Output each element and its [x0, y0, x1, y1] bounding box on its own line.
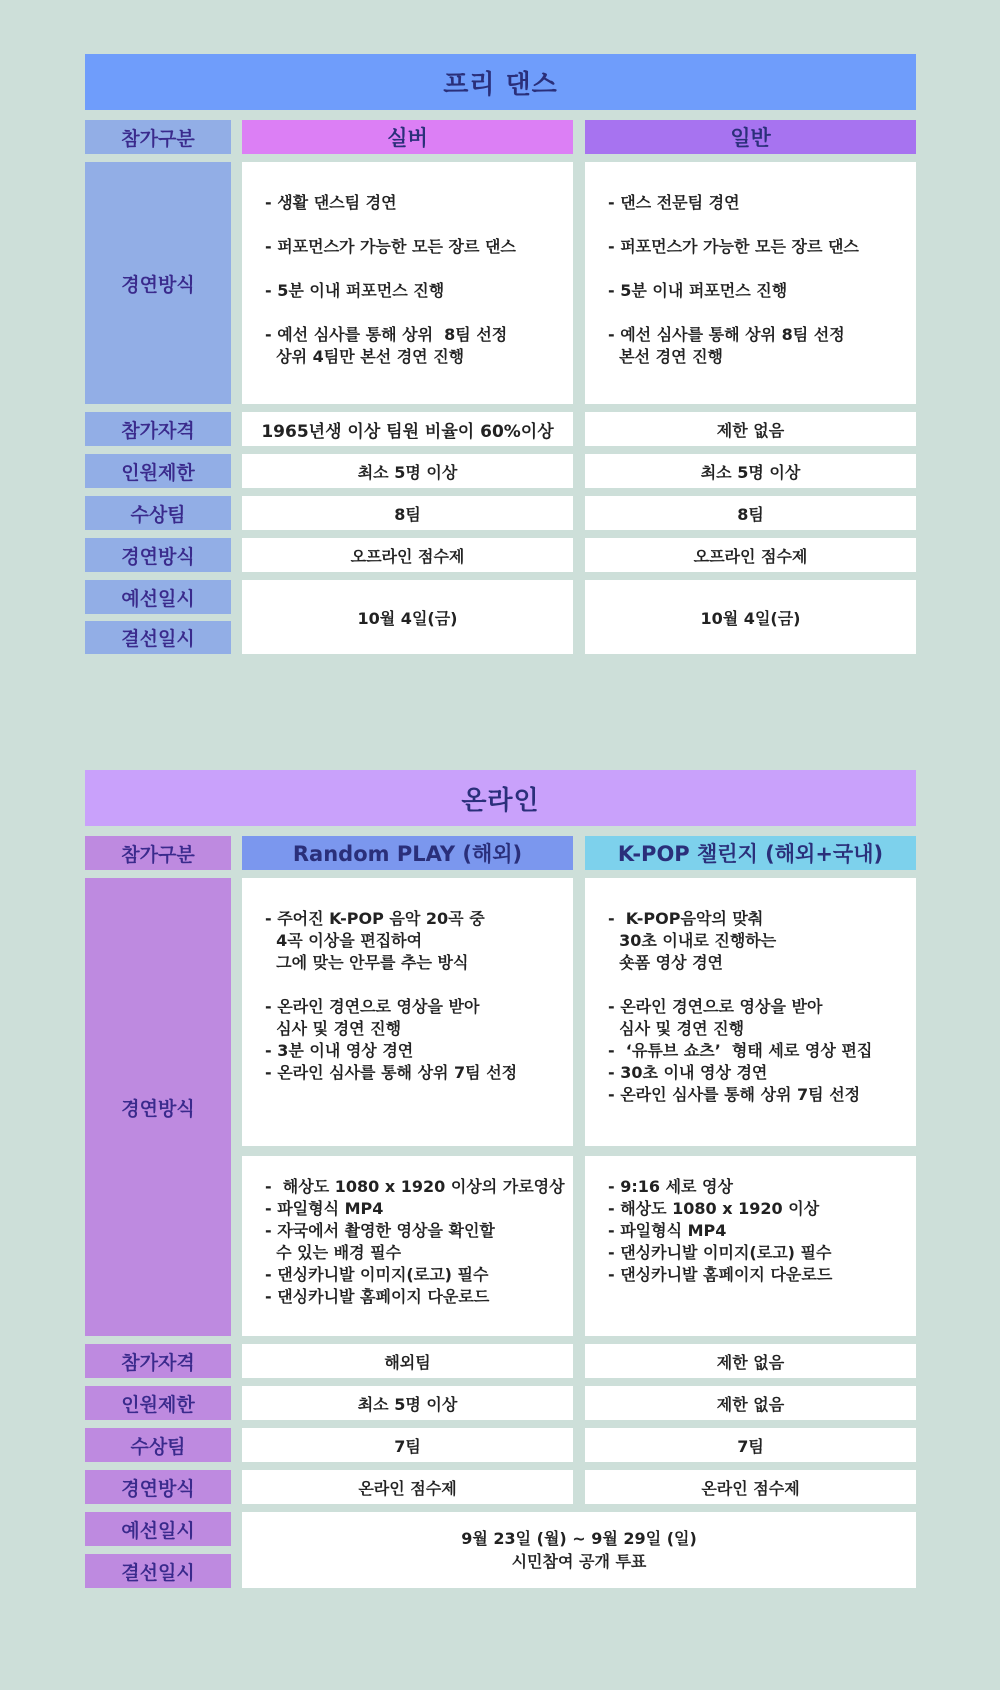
online-date-range: 9월 23일 (월) ~ 9월 29일 (일): [461, 1529, 697, 1548]
kpop-headcount: 제한 없음: [585, 1386, 916, 1420]
list-item: - 온라인 심사를 통해 상위 7팀 선정: [608, 1085, 861, 1104]
list-item: - K-POP음악의 맞춰: [608, 909, 764, 928]
header-kpop-challenge: K-POP 챌린지 (해외+국내): [585, 836, 916, 870]
list-spacer: [608, 258, 916, 280]
list-item: - 온라인 경연으로 영상을 받아: [265, 997, 480, 1016]
list-spacer: [608, 302, 916, 324]
list-item: - 30초 이내 영상 경연: [608, 1063, 768, 1082]
list-item: - ‘유튜브 쇼츠’ 형태 세로 영상 편집: [608, 1041, 873, 1060]
list-spacer: [265, 258, 573, 280]
list-item: 수 있는 배경 필수: [265, 1243, 402, 1262]
list-item: - 댄싱카니발 이미지(로고) 필수: [265, 1265, 489, 1284]
general-date: 10월 4일(금): [585, 580, 916, 654]
kpop-scoring: 온라인 점수제: [585, 1470, 916, 1504]
list-item: 상위 4팀만 본선 경연 진행: [265, 347, 465, 366]
label-prelim-date: 예선일시: [85, 580, 231, 614]
list-item: - 해상도 1080 x 1920 이상의 가로영상: [265, 1177, 565, 1196]
label-headcount: 인원제한: [85, 454, 231, 488]
label-winners: 수상팀: [85, 1428, 231, 1462]
label-final-date: 결선일시: [85, 621, 231, 654]
list-item: - 생활 댄스팀 경연: [265, 193, 397, 212]
list-spacer: [265, 302, 573, 324]
general-scoring: 오프라인 점수제: [585, 538, 916, 572]
list-item: - 주어진 K-POP 음악 20곡 중: [265, 909, 485, 928]
general-method-list: [585, 162, 916, 404]
kpop-spec-list: [585, 1156, 916, 1336]
label-method: 경연방식: [85, 878, 231, 1336]
general-headcount: 최소 5명 이상: [585, 454, 916, 488]
list-item: - 5분 이내 퍼포먼스 진행: [608, 281, 788, 300]
random-headcount: 최소 5명 이상: [242, 1386, 573, 1420]
header-silver: 실버: [242, 120, 573, 154]
list-spacer: [608, 974, 916, 996]
list-item: - 온라인 경연으로 영상을 받아: [608, 997, 823, 1016]
list-item: - 5분 이내 퍼포먼스 진행: [265, 281, 445, 300]
online-section: [85, 770, 916, 1590]
label-eligibility: 참가자격: [85, 412, 231, 446]
label-category: 참가구분: [85, 120, 231, 154]
list-item: - 퍼포먼스가 가능한 모든 장르 댄스: [608, 237, 859, 256]
random-spec-list: [242, 1156, 573, 1336]
header-random-play: Random PLAY (해외): [242, 836, 573, 870]
online-banner: 온라인: [85, 770, 916, 826]
list-item: 본선 경연 진행: [608, 347, 724, 366]
list-item: 그에 맞는 안무를 추는 방식: [265, 953, 469, 972]
list-item: - 온라인 심사를 통해 상위 7팀 선정: [265, 1063, 518, 1082]
label-eligibility: 참가자격: [85, 1344, 231, 1378]
list-item: - 댄싱카니발 홈페이지 다운로드: [265, 1287, 490, 1306]
list-item: - 해상도 1080 x 1920 이상: [608, 1199, 820, 1218]
label-method: 경연방식: [85, 162, 231, 404]
list-item: - 예선 심사를 통해 상위 8팀 선정: [608, 325, 845, 344]
silver-method-list: [242, 162, 573, 404]
label-final-date: 결선일시: [85, 1554, 231, 1588]
general-winners: 8팀: [585, 496, 916, 530]
kpop-winners: 7팀: [585, 1428, 916, 1462]
list-item: - 파일형식 MP4: [265, 1199, 384, 1218]
silver-eligibility: 1965년생 이상 팀원 비율이 60%이상: [242, 412, 573, 446]
label-winners: 수상팀: [85, 496, 231, 530]
list-item: - 퍼포먼스가 가능한 모든 장르 댄스: [265, 237, 516, 256]
list-item: - 파일형식 MP4: [608, 1221, 727, 1240]
label-prelim-date: 예선일시: [85, 1512, 231, 1546]
free-dance-banner: 프리 댄스: [85, 54, 916, 110]
silver-winners: 8팀: [242, 496, 573, 530]
list-item: 심사 및 경연 진행: [608, 1019, 745, 1038]
online-date-cell: [242, 1512, 916, 1588]
random-method-list: [242, 878, 573, 1146]
list-item: - 댄스 전문팀 경연: [608, 193, 740, 212]
list-item: 30초 이내로 진행하는: [608, 931, 777, 950]
silver-date: 10월 4일(금): [242, 580, 573, 654]
list-item: - 댄싱카니발 홈페이지 다운로드: [608, 1265, 833, 1284]
list-item: 심사 및 경연 진행: [265, 1019, 402, 1038]
random-scoring: 온라인 점수제: [242, 1470, 573, 1504]
list-spacer: [265, 214, 573, 236]
label-scoring: 경연방식: [85, 538, 231, 572]
list-spacer: [608, 214, 916, 236]
list-item: - 예선 심사를 통해 상위 8팀 선정: [265, 325, 508, 344]
random-eligibility: 해외팀: [242, 1344, 573, 1378]
list-item: - 자국에서 촬영한 영상을 확인할: [265, 1221, 495, 1240]
label-scoring: 경연방식: [85, 1470, 231, 1504]
random-winners: 7팀: [242, 1428, 573, 1462]
label-category: 참가구분: [85, 836, 231, 870]
kpop-method-list: [585, 878, 916, 1146]
silver-scoring: 오프라인 점수제: [242, 538, 573, 572]
list-item: - 댄싱카니발 이미지(로고) 필수: [608, 1243, 832, 1262]
list-item: - 9:16 세로 영상: [608, 1177, 733, 1196]
silver-headcount: 최소 5명 이상: [242, 454, 573, 488]
online-date-note: 시민참여 공개 투표: [511, 1552, 647, 1571]
free-dance-section: [85, 54, 916, 658]
header-general: 일반: [585, 120, 916, 154]
kpop-eligibility: 제한 없음: [585, 1344, 916, 1378]
general-eligibility: 제한 없음: [585, 412, 916, 446]
label-headcount: 인원제한: [85, 1386, 231, 1420]
list-spacer: [265, 974, 573, 996]
list-item: - 3분 이내 영상 경연: [265, 1041, 414, 1060]
list-item: 4곡 이상을 편집하여: [265, 931, 423, 950]
list-item: 숏폼 영상 경연: [608, 953, 724, 972]
